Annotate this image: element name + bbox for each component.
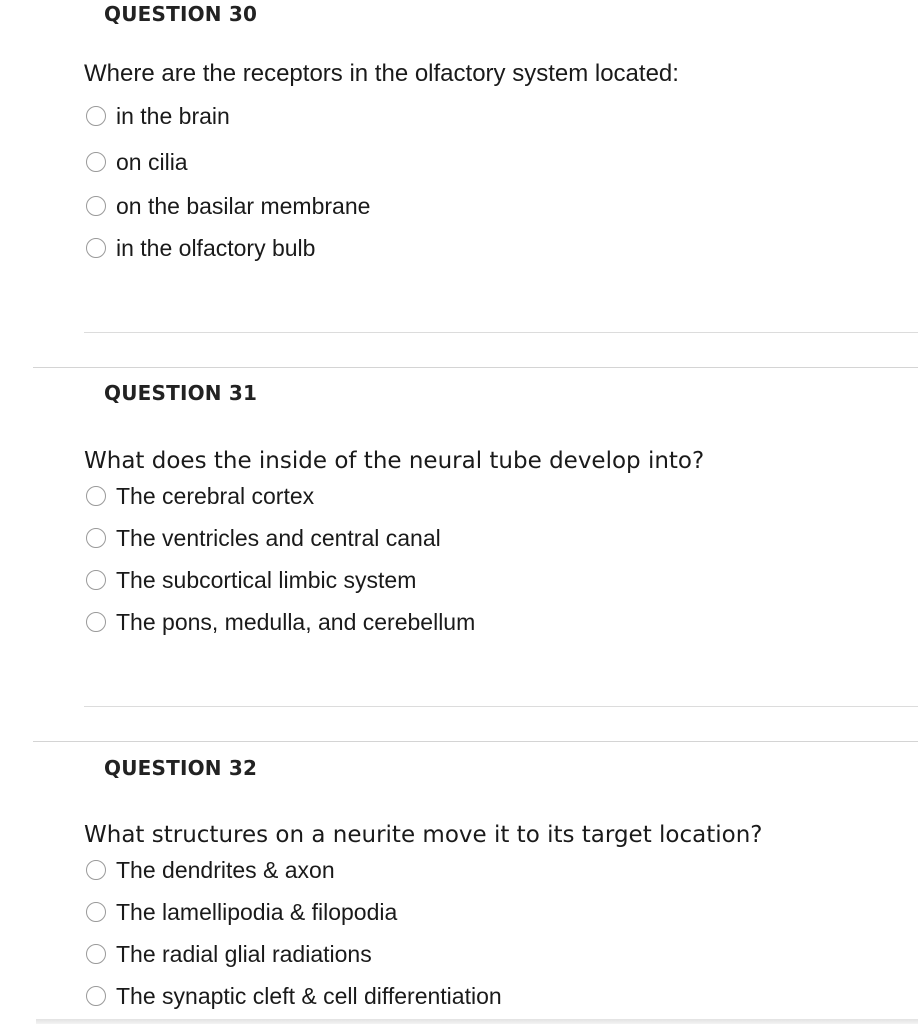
radio-button[interactable] bbox=[86, 196, 106, 216]
answer-option[interactable] bbox=[86, 233, 315, 263]
answer-label: on the basilar membrane bbox=[116, 192, 371, 219]
section-divider bbox=[33, 367, 918, 368]
question-title: QUESTION 32 bbox=[104, 756, 258, 780]
answer-label: in the olfactory bulb bbox=[116, 234, 316, 261]
radio-button[interactable] bbox=[86, 612, 106, 632]
divider bbox=[84, 332, 918, 333]
divider bbox=[84, 706, 918, 707]
radio-button[interactable] bbox=[86, 486, 106, 506]
radio-button[interactable] bbox=[86, 106, 106, 126]
answer-option[interactable] bbox=[86, 939, 372, 969]
answer-option[interactable] bbox=[86, 981, 502, 1011]
radio-button[interactable] bbox=[86, 902, 106, 922]
question-title: QUESTION 31 bbox=[104, 381, 258, 405]
answer-option[interactable] bbox=[86, 897, 397, 927]
answer-label: on cilia bbox=[116, 148, 188, 175]
answer-option[interactable] bbox=[86, 855, 335, 885]
question-prompt: What does the inside of the neural tube develop into? bbox=[84, 448, 705, 474]
answer-option[interactable] bbox=[86, 101, 230, 131]
answer-label: in the brain bbox=[116, 102, 230, 129]
answer-option[interactable] bbox=[86, 191, 370, 221]
radio-button[interactable] bbox=[86, 528, 106, 548]
answer-option[interactable] bbox=[86, 565, 416, 595]
radio-button[interactable] bbox=[86, 238, 106, 258]
answer-label: The pons, medulla, and cerebellum bbox=[116, 608, 476, 635]
radio-button[interactable] bbox=[86, 944, 106, 964]
section-divider bbox=[33, 741, 918, 742]
answer-option[interactable] bbox=[86, 523, 441, 553]
radio-button[interactable] bbox=[86, 570, 106, 590]
answer-option[interactable] bbox=[86, 147, 188, 177]
answer-option[interactable] bbox=[86, 607, 475, 637]
answer-label: The subcortical limbic system bbox=[116, 566, 417, 593]
radio-button[interactable] bbox=[86, 986, 106, 1006]
answer-label: The cerebral cortex bbox=[116, 482, 315, 509]
answer-label: The lamellipodia & filopodia bbox=[116, 898, 398, 925]
answer-option[interactable] bbox=[86, 481, 314, 511]
question-prompt: Where are the receptors in the olfactory system located: bbox=[84, 60, 679, 87]
answer-label: The synaptic cleft & cell differentiation bbox=[116, 982, 502, 1009]
scroll-edge-shadow bbox=[36, 1019, 918, 1024]
question-prompt: What structures on a neurite move it to its target location? bbox=[84, 822, 763, 848]
radio-button[interactable] bbox=[86, 152, 106, 172]
question-title: QUESTION 30 bbox=[104, 2, 258, 26]
radio-button[interactable] bbox=[86, 860, 106, 880]
answer-label: The dendrites & axon bbox=[116, 856, 335, 883]
answer-label: The ventricles and central canal bbox=[116, 524, 441, 551]
answer-label: The radial glial radiations bbox=[116, 940, 372, 967]
